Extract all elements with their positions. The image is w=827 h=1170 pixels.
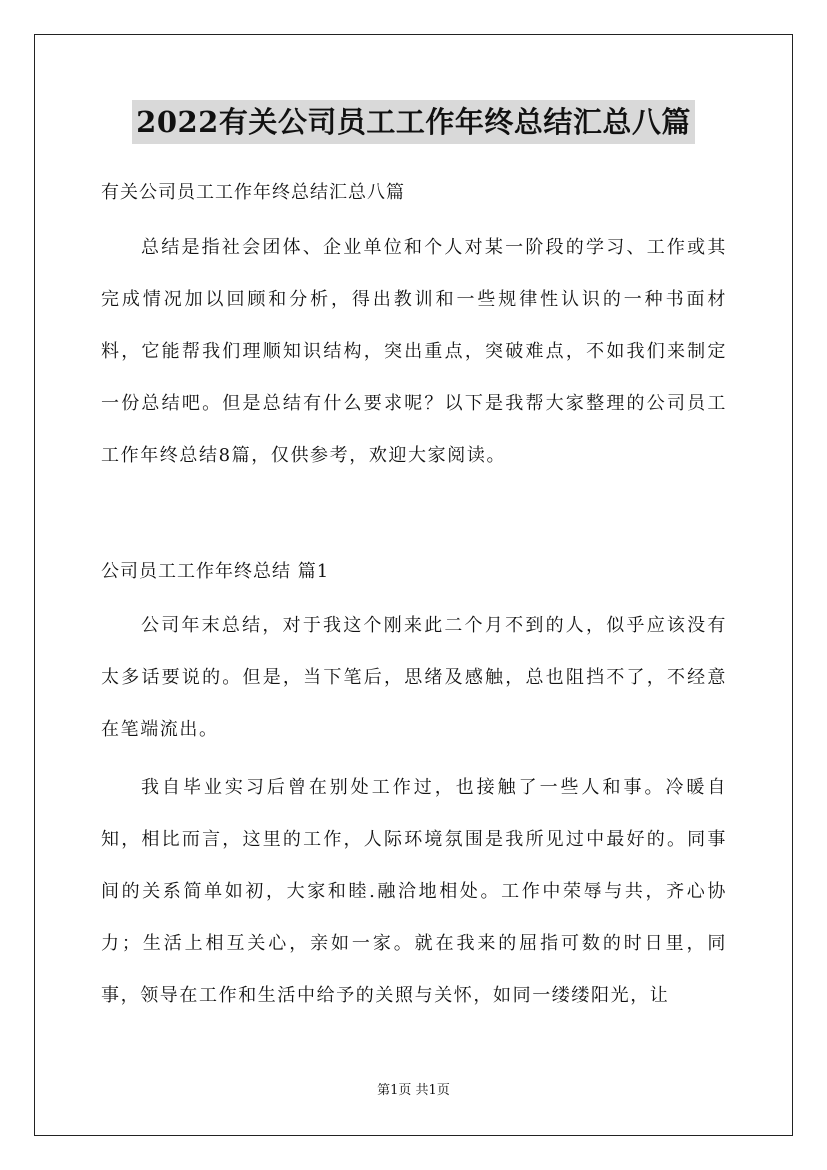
intro-paragraph: 总结是指社会团体、企业单位和个人对某一阶段的学习、工作或其完成情况加以回顾和分析，得出教训和一些规律性认识的一种书面材料，它能帮我们理顺知识结构，突出重点，突破难点，不如我们来制定一份总结吧。但是总结有什么要求呢？以下是我帮大家整理的公司员工工作年终总结8篇，仅供参考，欢迎大家阅读。: [101, 237, 727, 466]
section-heading: 公司员工工作年终总结 篇1: [101, 561, 330, 582]
section-paragraph: 公司年末总结，对于我这个刚来此二个月不到的人，似乎应该没有太多话要说的。但是，当下笔后，思绪及感触，总也阻挡不了，不经意在笔端流出。: [101, 615, 727, 740]
title-container: [0, 100, 827, 144]
page-number-footer: 第1页 共1页: [377, 1083, 450, 1098]
document-subtitle: 有关公司员工工作年终总结汇总八篇: [101, 182, 405, 203]
document-title: 2022有关公司员工工作年终总结汇总八篇: [132, 100, 695, 144]
section-paragraph: 我自毕业实习后曾在别处工作过，也接触了一些人和事。冷暖自知，相比而言，这里的工作，人际环境氛围是我所见过中最好的。同事间的关系简单如初，大家和睦.融洽地相处。工作中荣辱与共，齐心协力；生活上相互关心，亲如一家。就在我来的屈指可数的时日里，同事，领导在工作和生活中给予的关照与关怀，如同一缕缕阳光，让: [101, 777, 727, 1006]
